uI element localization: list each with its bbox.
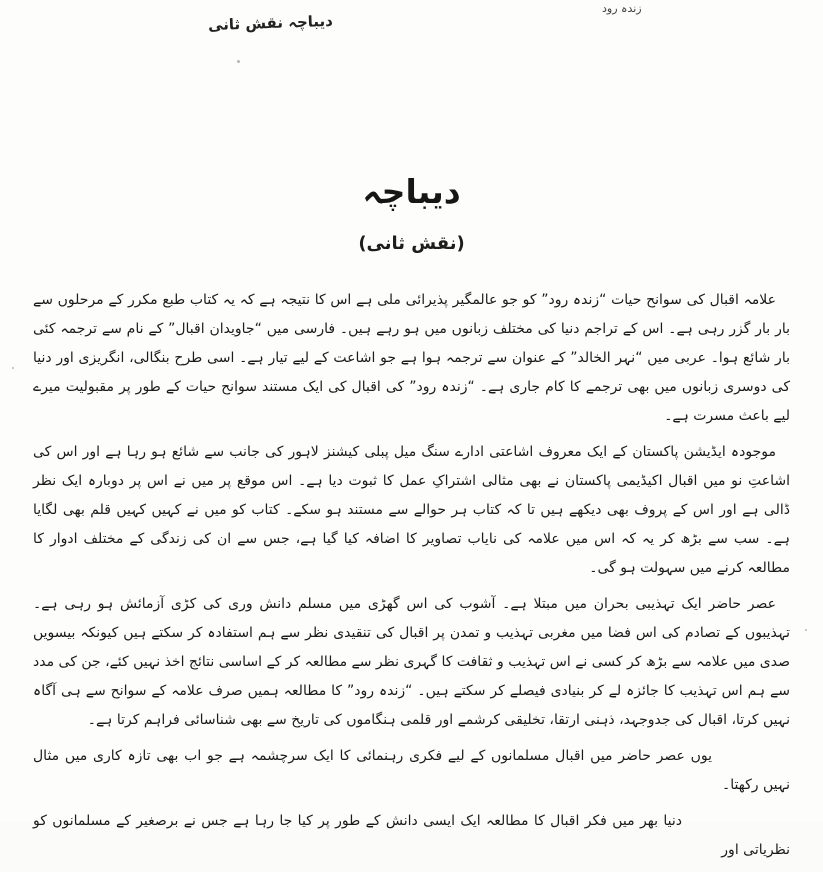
scan-speckle bbox=[12, 367, 14, 369]
running-header-book-title: زندہ رود bbox=[602, 2, 642, 15]
scan-speckle bbox=[237, 60, 240, 63]
page-title: دیباچہ bbox=[362, 172, 461, 211]
paragraph: دنیا بھر میں فکر اقبال کا مطالعہ ایک ایسی دانش کے طور پر کیا جا رہا ہے جس نے برصغیر کے مسلمانوں کو نظریاتی اور bbox=[33, 813, 790, 858]
paragraph: عصر حاضر ایک تہذیبی بحران میں مبتلا ہے۔ آشوب کی اس گھڑی میں مسلم دانش وری کی کڑی آزمائش ہو رہی ہے۔ تہذیبوں کے تصادم کی اس فضا میں مغربی تہذیب و تمدن پر اقبال کی تنقیدی نظر سے ہم استفادہ کر سکتے ہیں کیونکہ بیسویں صدی میں علامہ سے بڑھ کر کسی نے اس تہذیب و ثقافت کا گہری نظر سے مطالعہ کر کے اساسی نتائج اخذ نہیں کئے، جن کی مدد سے ہم اس تہذیب کا جائزہ لے کر بنیادی فیصلے کر سکتے ہیں۔ “زندہ رود” کا مطالعہ ہمیں صرف علامہ کے سوانح سے ہی آگاہ نہیں کرتا، اقبال کی جدوجہد، ذہنی ارتقا، تخلیقی کرشمے اور قلمی ہنگاموں کی تاریخ سے بھی شناسائی فراہم کرتا ہے۔ bbox=[33, 596, 790, 728]
title-block bbox=[0, 172, 823, 254]
running-header-chapter: دیباچہ نقش ثانی bbox=[207, 11, 334, 35]
page-subtitle: (نقش ثانی) bbox=[358, 233, 465, 254]
scan-speckle bbox=[805, 629, 807, 631]
preface-body bbox=[33, 286, 790, 872]
paragraph: موجودہ ایڈیشن پاکستان کے ایک معروف اشاعتی ادارے سنگ میل پبلی کیشنز لاہور کی جانب سے شائع ہو رہا ہے اور اس کی اشاعتِ نو میں اقبال اکیڈیمی پاکستان نے بھی مثالی اشتراکِ عمل کا ثبوت دیا ہے۔ اس موقع پر میں نے اس پر دوبارہ ایک نظر ڈالی ہے اور اس کے پروف بھی دیکھے ہیں تا کہ کتاب ہر حوالے سے مستند ہو سکے۔ کتاب کو میں نے کہیں کہیں قلم بھی لگایا ہے۔ سب سے بڑھ کر یہ کہ اس میں علامہ کی نایاب تصاویر کا اضافہ کیا گیا ہے، جس سے ان کی زندگی کے مختلف ادوار کا مطالعہ کرنے میں سہولت ہو گی۔ bbox=[33, 444, 790, 576]
paragraph: یوں عصر حاضر میں اقبال مسلمانوں کے لیے فکری رہنمائی کا ایک سرچشمہ ہے جو اب بھی تازہ کاری میں مثال نہیں رکھتا۔ bbox=[33, 748, 790, 793]
paragraph: علامہ اقبال کی سوانح حیات “زندہ رود” کو جو عالمگیر پذیرائی ملی ہے اس کا نتیجہ ہے کہ یہ کتاب طبع مکرر کے مرحلوں سے بار بار گزر رہی ہے۔ اس کے تراجم دنیا کی مختلف زبانوں میں ہو رہے ہیں۔ فارسی میں “جاویدان اقبال” کے نام سے ترجمہ کئی بار شائع ہوا۔ عربی میں “نہر الخالد” کے عنوان سے ترجمہ ہوا ہے جو اشاعت کے لیے تیار ہے۔ اسی طرح بنگالی، انگریزی اور دنیا کی دوسری زبانوں میں بھی ترجمے کا کام جاری ہے۔ “زندہ رود” کی اقبال کی ایک مستند سوانح حیات کے طور پر مقبولیت میرے لیے باعث مسرت ہے۔ bbox=[33, 292, 790, 424]
